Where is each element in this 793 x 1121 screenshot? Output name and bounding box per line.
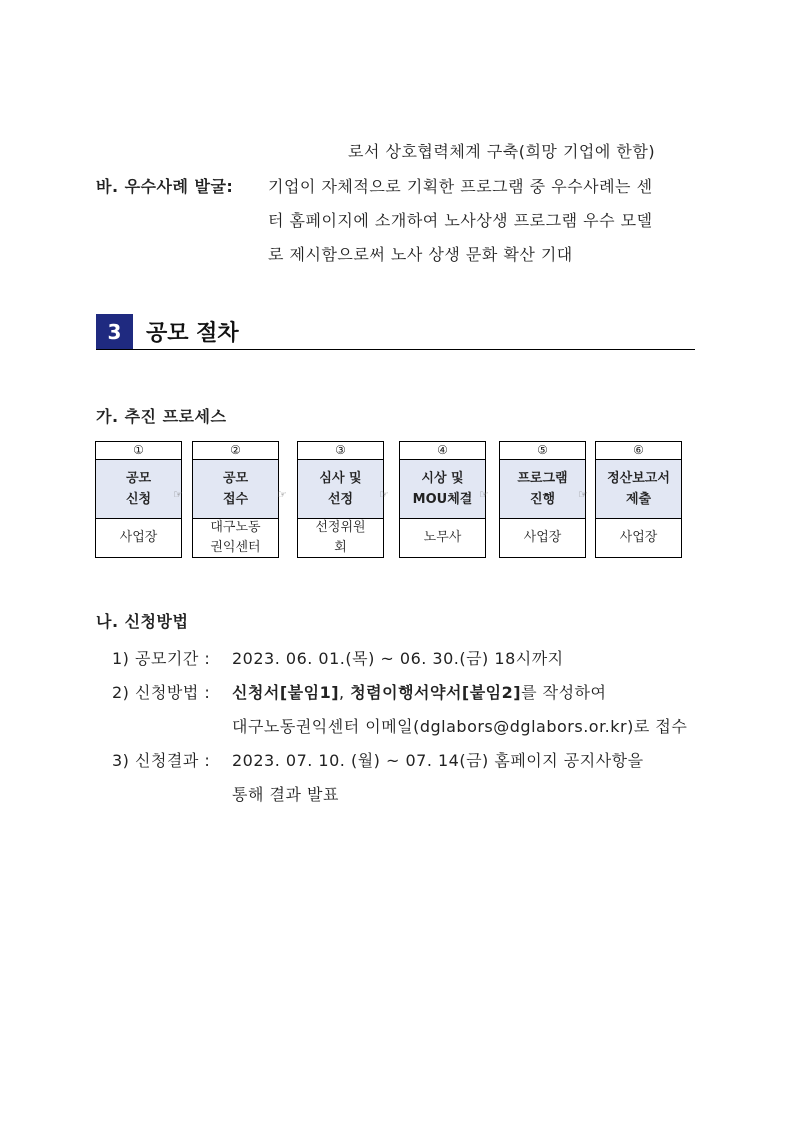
form-name-2: 청렴이행서약서[붙임2]: [350, 683, 522, 702]
text-tail: 를 작성하여: [521, 683, 607, 702]
application-item-3-text: 2023. 07. 10. (월) ~ 07. 14(금) 홈페이지 공지사항을: [232, 751, 644, 770]
step-title-line: 프로그램: [517, 471, 568, 486]
intro-tail-line: 로서 상호협력체계 구축(희망 기업에 한함): [348, 142, 656, 161]
arrow-icon: ☞: [479, 488, 489, 501]
process-step-3: [297, 441, 384, 558]
step-actor: [298, 519, 383, 557]
application-item-1-label: 1) 공모기간 :: [112, 649, 211, 668]
separator: ,: [339, 683, 351, 702]
step-number: ④: [400, 442, 485, 460]
step-actor-line: 노무사: [423, 530, 462, 545]
best-cases-line-3: 로 제시함으로써 노사 상생 문화 확산 기대: [268, 245, 573, 264]
step-actor: [400, 519, 485, 557]
step-title: [193, 460, 278, 519]
step-actor-line: 사업장: [619, 530, 658, 545]
process-step-6: [595, 441, 682, 558]
arrow-icon: ☞: [578, 488, 588, 501]
step-actor-line: 사업장: [119, 530, 158, 545]
arrow-icon: ☞: [277, 488, 287, 501]
application-item-2-text: [232, 680, 606, 703]
process-step-1: [95, 441, 182, 558]
step-title-line: 시상 및: [421, 471, 464, 486]
step-title-line: 공모: [222, 471, 249, 486]
step-actor: [193, 519, 278, 557]
step-title: [298, 460, 383, 519]
step-title: [596, 460, 681, 519]
section-number-badge: 3: [96, 314, 133, 350]
step-actor-line: 대구노동: [210, 520, 261, 535]
application-item-2-line-2: 대구노동권익센터 이메일(dglabors@dglabors.or.kr)로 접수: [232, 717, 688, 736]
process-step-5: [499, 441, 586, 558]
arrow-icon: ☞: [173, 488, 183, 501]
application-heading: 나. 신청방법: [96, 612, 189, 631]
step-actor: [96, 519, 181, 557]
best-cases-line-2: 터 홈페이지에 소개하여 노사상생 프로그램 우수 모델: [268, 211, 653, 230]
step-title-line: 진행: [529, 492, 556, 507]
best-cases-label: 바. 우수사례 발굴:: [96, 177, 234, 196]
step-title-line: 신청: [125, 492, 152, 507]
step-title-line: 심사 및: [319, 471, 362, 486]
process-step-2: [192, 441, 279, 558]
step-number: ③: [298, 442, 383, 460]
step-number: ⑥: [596, 442, 681, 460]
best-cases-line-1: 기업이 자체적으로 기획한 프로그램 중 우수사례는 센: [268, 177, 653, 196]
process-heading: 가. 추진 프로세스: [96, 407, 227, 426]
step-title: [96, 460, 181, 519]
step-title-line: 제출: [625, 492, 652, 507]
step-actor-line: 선정위원: [315, 520, 366, 535]
step-title-line: MOU체결: [412, 492, 473, 507]
application-item-3-line-2: 통해 결과 발표: [232, 785, 339, 804]
section-divider: [96, 349, 695, 350]
section-title: 공모 절차: [146, 321, 239, 346]
step-title: [500, 460, 585, 519]
step-number: ①: [96, 442, 181, 460]
process-step-4: [399, 441, 486, 558]
step-number: ⑤: [500, 442, 585, 460]
step-title-line: 선정: [327, 492, 354, 507]
form-name-1: 신청서[붙임1]: [232, 683, 340, 702]
step-actor: [596, 519, 681, 557]
step-actor: [500, 519, 585, 557]
step-title-line: 공모: [125, 471, 152, 486]
step-actor-line: 회: [334, 540, 347, 555]
application-item-1-text: 2023. 06. 01.(목) ~ 06. 30.(금) 18시까지: [232, 649, 564, 668]
step-title: [400, 460, 485, 519]
step-actor-line: 권익센터: [210, 540, 261, 555]
step-actor-line: 사업장: [523, 530, 562, 545]
application-item-2-label: 2) 신청방법 :: [112, 683, 211, 702]
step-number: ②: [193, 442, 278, 460]
step-title-line: 정산보고서: [607, 471, 670, 486]
step-title-line: 접수: [222, 492, 249, 507]
arrow-icon: ☞: [379, 488, 389, 501]
application-item-3-label: 3) 신청결과 :: [112, 751, 211, 770]
